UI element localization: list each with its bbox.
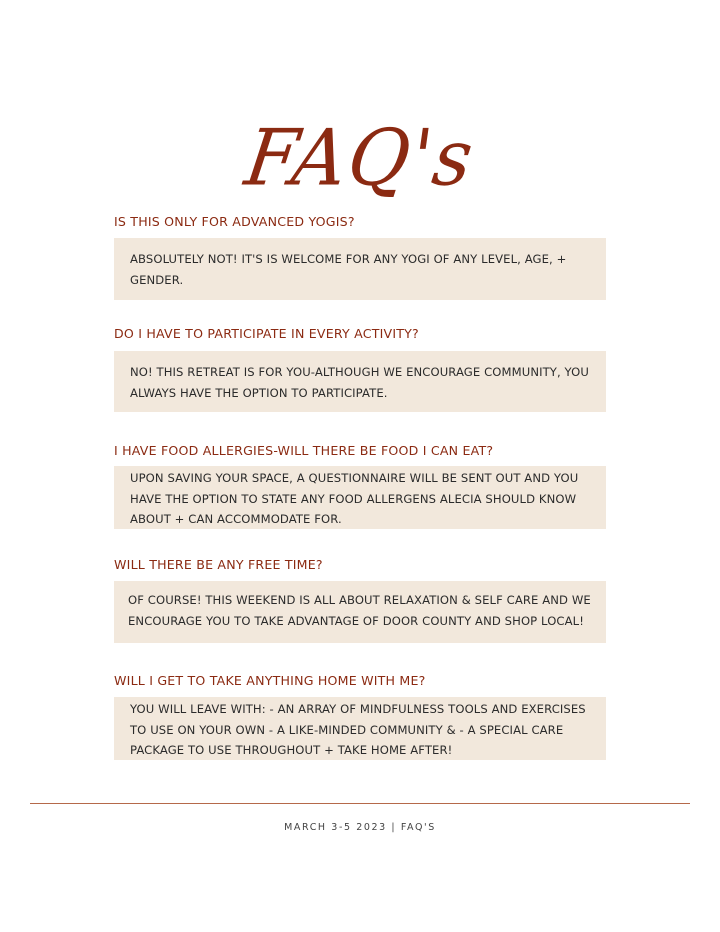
faq-answer-5: YOU WILL LEAVE WITH: - AN ARRAY OF MINDFULNESS TOOLS AND EXERCISES TO USE ON YOUR OWN - A LIKE-MINDED COMMUNITY & - A SPECIAL CARE PACKAGE TO USE THROUGHOUT + TAKE HOME AFTER! (130, 702, 586, 757)
faq-answer-box-2 (114, 351, 606, 412)
footer-text: MARCH 3-5 2023 | FAQ'S (284, 822, 436, 833)
faq-question-1: IS THIS ONLY FOR ADVANCED YOGIS? (114, 214, 355, 229)
page-title: FAQ's (239, 112, 481, 204)
faq-question-5: WILL I GET TO TAKE ANYTHING HOME WITH ME? (114, 673, 426, 688)
faq-answer-box-1 (114, 238, 606, 300)
faq-answer-box-3 (114, 466, 606, 529)
faq-answer-box-4 (114, 581, 606, 643)
faq-answer-2: NO! THIS RETREAT IS FOR YOU-ALTHOUGH WE ENCOURAGE COMMUNITY, YOU ALWAYS HAVE THE OPTION TO PARTICIPATE. (130, 365, 589, 400)
faq-question-2: DO I HAVE TO PARTICIPATE IN EVERY ACTIVITY? (114, 326, 419, 341)
faq-question-4: WILL THERE BE ANY FREE TIME? (114, 557, 323, 572)
footer-divider (30, 803, 690, 804)
faq-answer-1: ABSOLUTELY NOT! IT'S IS WELCOME FOR ANY YOGI OF ANY LEVEL, AGE, + GENDER. (130, 252, 567, 287)
faq-answer-4: OF COURSE! THIS WEEKEND IS ALL ABOUT RELAXATION & SELF CARE AND WE ENCOURAGE YOU TO TAKE ADVANTAGE OF DOOR COUNTY AND SHOP LOCAL! (128, 593, 591, 628)
faq-question-3: I HAVE FOOD ALLERGIES-WILL THERE BE FOOD I CAN EAT? (114, 443, 494, 458)
faq-answer-box-5 (114, 697, 606, 760)
faq-answer-3: UPON SAVING YOUR SPACE, A QUESTIONNAIRE WILL BE SENT OUT AND YOU HAVE THE OPTION TO STATE ANY FOOD ALLERGENS ALECIA SHOULD KNOW ABOUT + CAN ACCOMMODATE FOR. (130, 471, 579, 526)
